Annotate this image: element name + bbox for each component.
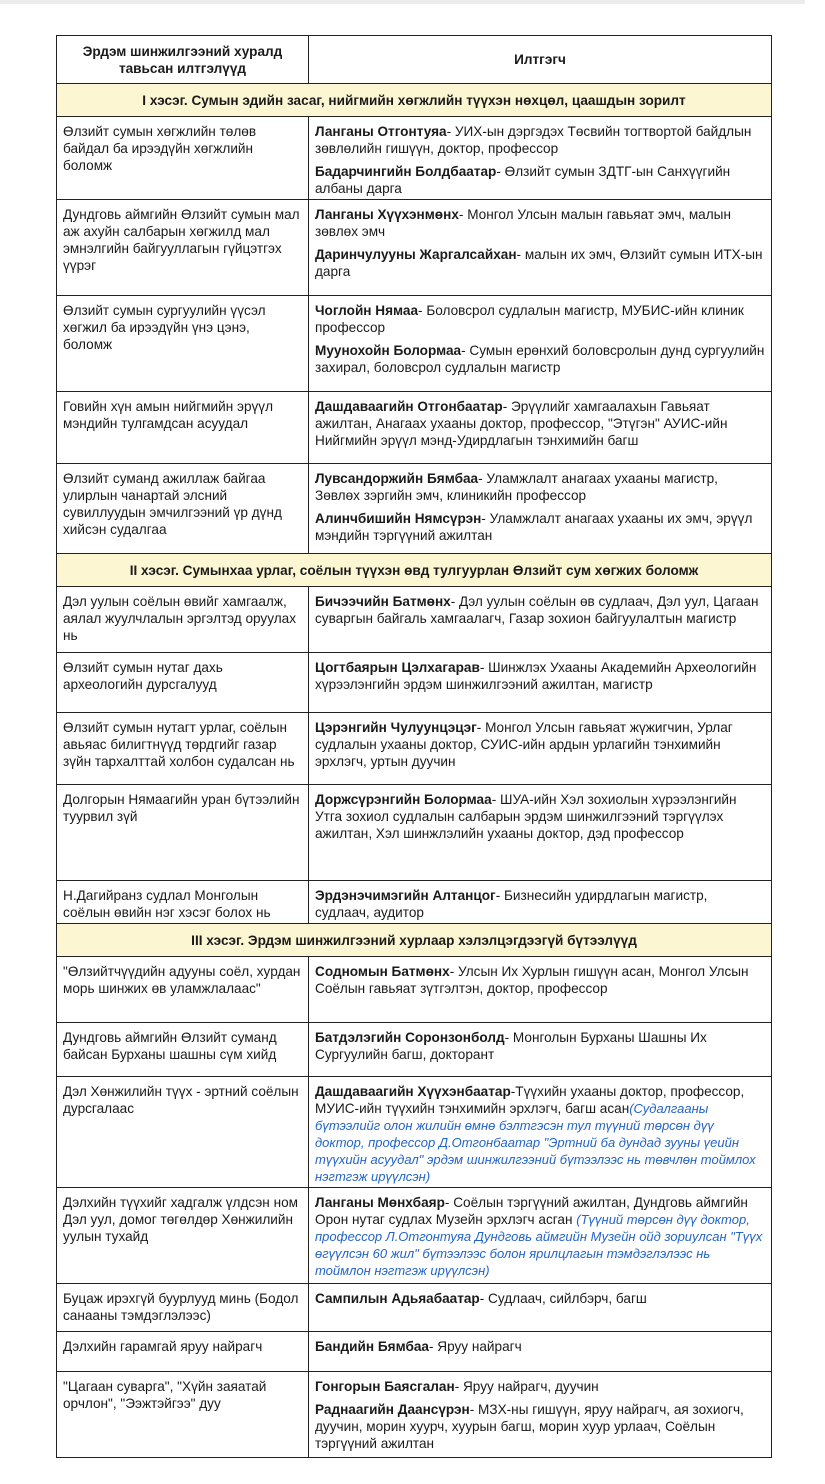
topic-cell (57, 713, 309, 785)
section-title: III хэсэг. Эрдэм шинжилгээний хурлаар хэлэлцэгдээгүй бүтээлүүд (57, 924, 772, 957)
topic-cell (57, 653, 309, 713)
speaker-description: - Судлаач, сийлбэрч, багш (479, 1291, 647, 1306)
speaker-description: - ШУА-ийн Хэл зохиолын хүрээлэнгийн Утга зохиол судлалын салбарын эрдэм шинжилгээний тэргүүлэх ажилтан, Хэл шинжлэлийн ухааны доктор, дэд профессор (315, 792, 737, 841)
topic-text: Н.Дагийранз судлал Монголын соёлын өвийн нэг хэсэг болох нь (63, 888, 271, 920)
header-speaker (309, 36, 772, 84)
speaker-description: - Яруу найрагч (428, 1339, 522, 1354)
speaker-cell (309, 1284, 772, 1332)
speaker-name: Гонгорын Баясгалан (315, 1379, 455, 1394)
speaker-cell (309, 653, 772, 713)
table-row (57, 392, 772, 464)
speaker-description: - Уламжлалт анагаах ухааны магистр, Зөвлөх зэргийн эмч, клиникийн профессор (315, 471, 718, 503)
speaker-entry (315, 342, 765, 376)
speaker-cell (309, 587, 772, 653)
topic-text: Өлзийт сумын хөгжлийн төлөв байдал ба ирээдүйн хөгжлийн боломж (63, 124, 257, 173)
topic-cell (57, 1372, 309, 1458)
table-row (57, 785, 772, 881)
speaker-entry (315, 719, 765, 770)
speaker-name: Алинчбишийн Нямсүрэн (315, 511, 482, 526)
speaker-description: - Монгол Улсын гавьяат жүжигчин, Урлаг судлалын ухааны доктор, СУИС-ийн ардын урлагийн тэнхимийн эрхлэгч, уртын дуучин (315, 720, 733, 769)
header-topics-label: Эрдэм шинжилгээний хуралд тавьсан илтгэлүүд (82, 43, 283, 76)
speaker-name: Муунохойн Болормаа (315, 343, 462, 358)
speaker-name: Чоглойн Нямаа (315, 303, 419, 318)
table-row (57, 881, 772, 924)
speaker-name: Раднаагийн Даансүрэн (315, 1402, 470, 1417)
page-edge (805, 0, 825, 1484)
topic-text: Долгорын Нямаагийн уран бүтээлийн туурвил зүй (63, 792, 300, 824)
speaker-cell (309, 1023, 772, 1077)
speaker-cell (309, 464, 772, 554)
speaker-description: - Боловсрол судлалын магистр, МУБИС-ийн клиник профессор (315, 303, 744, 335)
speaker-name: Доржсүрэнгийн Болормаа (315, 792, 492, 807)
speaker-cell (309, 957, 772, 1023)
speaker-name: Дашдаваагийн Хүүхэнбаатар (315, 1084, 511, 1099)
speaker-description: - Монголын Бурханы Шашны Их Сургуулийн багш, докторант (315, 1030, 707, 1062)
speaker-name: Эрдэнэчимэгийн Алтанцог (315, 888, 496, 903)
topic-text: Дэлхийн гарамгай яруу найрагч (63, 1339, 263, 1354)
speaker-description: - Улсын Их Хурлын гишүүн асан, Монгол Улсын Соёлын гавьяат зүтгэлтэн, доктор, профессор (315, 964, 749, 996)
speaker-cell (309, 200, 772, 296)
table-row (57, 464, 772, 554)
speaker-entry (315, 123, 765, 157)
speaker-entry (315, 163, 765, 197)
section-title: I хэсэг. Сумын эдийн засаг, нийгмийн хөгжлийн түүхэн нөхцөл, цаашдын зорилт (57, 84, 772, 117)
speaker-description: - Яруу найрагч, дуучин (454, 1379, 599, 1394)
speaker-entry (315, 246, 765, 280)
table-body (57, 84, 772, 1458)
topic-cell (57, 392, 309, 464)
speaker-entry (315, 1194, 765, 1279)
speaker-entry (315, 1029, 765, 1063)
topic-cell (57, 1023, 309, 1077)
topic-cell (57, 117, 309, 200)
speaker-entry (315, 1378, 765, 1395)
speaker-entry (315, 302, 765, 336)
table-row (57, 1188, 772, 1284)
section-header-row (57, 554, 772, 587)
top-bar (0, 0, 805, 4)
speaker-note: (Түүний төрсөн дүү доктор, профессор Л.Отгонтуяа Дундговь аймгийн Музейн ойд зориулсан "Түүх өгүүлсэн 60 жил" бүтээлээс болон ярилцлагын тэмдэглэлээс нь тоймлон нэгтгэж ирүүлсэн) (315, 1212, 763, 1278)
table-row (57, 1332, 772, 1372)
speaker-description: - Дэл уулын соёлын өв судлаач, Дэл уул, Цагаан суваргын байгаль хамгаалагч, Газар зохион байгуулалтын магистр (315, 594, 759, 626)
speaker-entry (315, 1338, 765, 1355)
speaker-name: Цэрэнгийн Чулуунцэцэг (315, 720, 477, 735)
topic-cell (57, 464, 309, 554)
speaker-description: - УИХ-ын дэргэдэх Төсвийн тогтвортой байдлын зөвлөлийн гишүүн, доктор, профессор (315, 124, 752, 156)
topic-text: Өлзийт сумын нутагт урлаг, соёлын авьяас билигтнүүд төрдгийг газар зүйн тархалттай холбон судалсан нь (63, 720, 295, 769)
topic-cell (57, 1188, 309, 1284)
speaker-description: - Бизнесийн удирдлагын магистр, судлаач, аудитор (315, 888, 708, 920)
topic-cell (57, 1332, 309, 1372)
topic-text: Өлзийт суманд ажиллаж байгаа улирлын чанартай элсний сувиллуудын эмчилгээний үр дүнд хийсэн судалгаа (63, 471, 282, 537)
speaker-cell (309, 392, 772, 464)
topic-text: Буцаж ирэхгүй буурлууд минь (Бодол санааны тэмдэглэлээс) (63, 1291, 299, 1323)
speaker-description: - Монгол Улсын малын гавьяат эмч, малын зөвлөх эмч (315, 207, 731, 239)
speaker-note: (Судалгааны бүтээлийг олон жилийн өмнө бэлтгэсэн тул түүний төрсөн дүү доктор, профессор Д.Отгонбаатар "Эртний ба дундад зууны үеийн түүхийн асуудал" эрдэм шинжилгээний бүтээлээс нь төвчлөн тоймлох нэгтгэж ирүүлсэн) (315, 1101, 756, 1184)
table-row (57, 117, 772, 200)
speaker-cell (309, 296, 772, 392)
topic-cell (57, 587, 309, 653)
speaker-cell (309, 117, 772, 200)
speaker-cell (309, 1372, 772, 1458)
table-row (57, 713, 772, 785)
speaker-name: Ланганы Хүүхэнмөнх (315, 207, 459, 222)
table-header-row (57, 36, 772, 84)
speaker-entry (315, 206, 765, 240)
speaker-name: Содномын Батмөнх (315, 964, 450, 979)
speaker-cell (309, 1077, 772, 1188)
speaker-description: - Эрүүлийг хамгаалахын Гавьяат ажилтан, Анагаах ухааны доктор, профессор, "Этүгэн" АУИС-ийн Нийгмийн эрүүл мэнд-Удирдлагын тэнхимийн багш (315, 399, 728, 448)
header-speaker-label: Илтгэгч (514, 52, 566, 67)
table-row (57, 200, 772, 296)
speaker-name: Бандийн Бямбаа (315, 1339, 429, 1354)
speaker-entry (315, 887, 765, 921)
table-row (57, 296, 772, 392)
speaker-cell (309, 785, 772, 881)
presentations-table (56, 35, 772, 1458)
speaker-entry (315, 659, 765, 693)
speaker-description: - Уламжлалт анагаах ухааны их эмч, эрүүл мэндийн тэргүүний ажилтан (315, 511, 753, 543)
speaker-entry (315, 510, 765, 544)
topic-cell (57, 957, 309, 1023)
topic-cell (57, 881, 309, 924)
section-title: II хэсэг. Сумынхаа урлаг, соёлын түүхэн өвд тулгуурлан Өлзийт сум хөгжих боломж (57, 554, 772, 587)
speaker-entry (315, 1083, 765, 1185)
speaker-name: Лувсандоржийн Бямбаа (315, 471, 479, 486)
topic-cell (57, 200, 309, 296)
speaker-name: Дашдаваагийн Отгонбаатар (315, 399, 503, 414)
table-row (57, 1077, 772, 1188)
topic-text: Өлзийт сумын сургуулийн үүсэл хөгжил ба ирээдүйн үнэ цэнэ, боломж (63, 303, 266, 352)
table-row (57, 1372, 772, 1458)
speaker-entry (315, 593, 765, 627)
speaker-entry (315, 1290, 765, 1307)
speaker-name: Цогтбаярын Цэлхагарав (315, 660, 480, 675)
section-header-row (57, 924, 772, 957)
speaker-description: -Түүхийн ухааны доктор, профессор, МУИС-ийн түүхийн тэнхимийн эрхлэгч, багш асан (315, 1084, 745, 1116)
speaker-cell (309, 881, 772, 924)
topic-text: Дэл Хөнжилийн түүх - эртний соёлын дурсгалаас (63, 1084, 299, 1116)
topic-text: "Цагаан суварга", "Хүйн заяатай орчлон", "Ээжтэйгээ" дуу (63, 1379, 267, 1411)
topic-text: Дундговь аймгийн Өлзийт суманд байсан Бурханы шашны сүм хийд (63, 1030, 277, 1062)
section-header-row (57, 84, 772, 117)
speaker-entry (315, 470, 765, 504)
topic-cell (57, 296, 309, 392)
topic-cell (57, 785, 309, 881)
speaker-description: - малын их эмч, Өлзийт сумын ИТХ-ын дарга (315, 247, 763, 279)
topic-text: "Өлзийтчүүдийн адууны соёл, хурдан морь шинжих өв уламжлалаас" (63, 964, 301, 996)
topic-text: Дэл уулын соёлын өвийг хамгаалж, аялал жуулчлалын эргэлтэд оруулах нь (63, 594, 297, 643)
speaker-entry (315, 963, 765, 997)
speaker-entry (315, 791, 765, 842)
speaker-description: - Өлзийт сумын ЗДТГ-ын Санхүүгийн албаны дарга (315, 164, 731, 196)
speaker-cell (309, 1332, 772, 1372)
speaker-description: - Соёлын тэргүүний ажилтан, Дундговь аймгийн Орон нутаг судлах Музейн эрхлэгч асган (315, 1195, 748, 1227)
speaker-cell (309, 1188, 772, 1284)
speaker-entry (315, 398, 765, 449)
table-row (57, 587, 772, 653)
table-row (57, 957, 772, 1023)
speaker-name: Даринчулууны Жаргалсайхан (315, 247, 517, 262)
topic-text: Дэлхийн түүхийг хадгалж үлдсэн ном Дэл уул, домог төгөлдөр Хөнжилийн уулын тухайд (63, 1195, 298, 1244)
header-topics (57, 36, 309, 84)
speaker-description: - МЗХ-ны гишүүн, яруу найрагч, ая зохиогч, дуучин, морин хуурч, хуурын багш, морин хуур урлаач, Соёлын тэргүүний ажилтан (315, 1402, 744, 1451)
topic-cell (57, 1284, 309, 1332)
speaker-name: Сампилын Адьяабаатар (315, 1291, 480, 1306)
table-row (57, 653, 772, 713)
topic-text: Дундговь аймгийн Өлзийт сумын мал аж ахуйн салбарын хөгжилд мал эмнэлгийн байгууллагын гүйцэтгэх үүрэг (63, 207, 300, 273)
speaker-name: Бадарчингийн Болдбаатар (315, 164, 497, 179)
topic-text: Өлзийт сумын нутаг дахь археологийн дурсгалууд (63, 660, 223, 692)
speaker-name: Ланганы Отгонтуяа (315, 124, 447, 139)
table-row (57, 1284, 772, 1332)
topic-text: Говийн хүн амын нийгмийн эрүүл мэндийн тулгамдсан асуудал (63, 399, 274, 431)
speaker-name: Батдэлэгийн Соронзонболд (315, 1030, 505, 1045)
topic-cell (57, 1077, 309, 1188)
speaker-description: - Шинжлэх Ухааны Академийн Археологийн хүрээлэнгийн эрдэм шинжилгээний ажилтан, магистр (315, 660, 757, 692)
speaker-entry (315, 1401, 765, 1452)
speaker-description: - Сумын ерөнхий боловсролын дунд сургуулийн захирал, боловсрол судлалын магистр (315, 343, 765, 375)
table-row (57, 1023, 772, 1077)
speaker-name: Ланганы Мөнхбаяр (315, 1195, 445, 1210)
speaker-cell (309, 713, 772, 785)
speaker-name: Бичээчийн Батмөнх (315, 594, 451, 609)
